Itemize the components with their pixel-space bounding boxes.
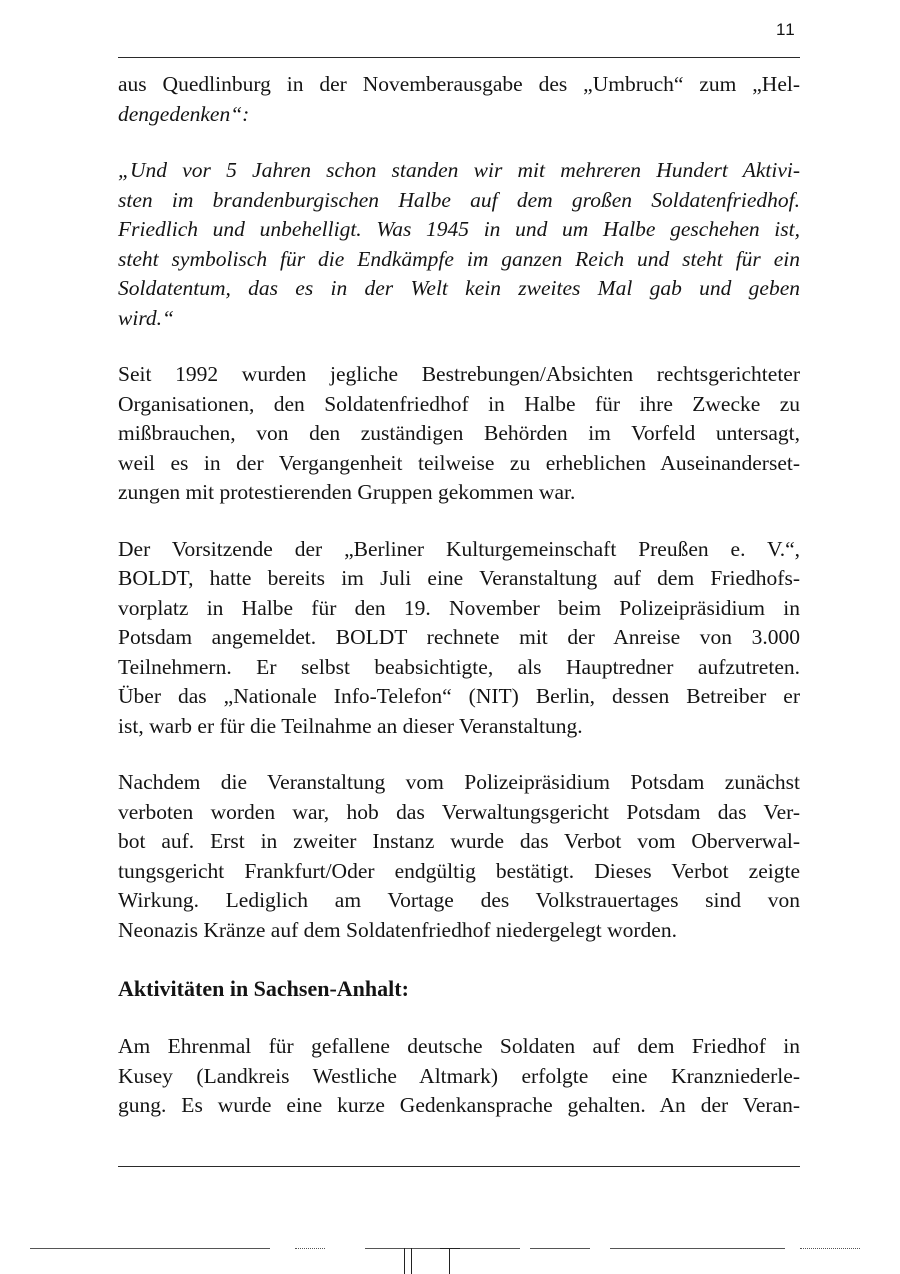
- top-rule: [118, 57, 800, 58]
- text-line: bot auf. Erst in zweiter Instanz wurde das Verbot vom Oberverwal-: [118, 829, 800, 853]
- text-line: Kusey (Landkreis Westliche Altmark) erfolgte eine Kranzniederle-: [118, 1063, 800, 1088]
- text-line: ist, warb er für die Teilnahme an dieser Veranstaltung.: [118, 713, 583, 738]
- scan-artifacts: [0, 1236, 900, 1274]
- text-line: Organisationen, den Soldatenfriedhof in Halbe für ihre Zwecke zu: [118, 391, 800, 416]
- text-line: dengedenken“:: [118, 101, 250, 126]
- text-line: sten im brandenburgischen Halbe auf dem großen Soldatenfriedhof.: [118, 187, 800, 212]
- text-line: Über das „Nationale Info-Telefon“ (NIT) Berlin, dessen Betreiber er: [118, 684, 800, 708]
- text-line: aus Quedlinburg in der Novemberausgabe des „Umbruch“ zum „Hel-: [118, 72, 800, 96]
- text-line: Der Vorsitzende der „Berliner Kulturgemeinschaft Preußen e. V.“,: [118, 536, 800, 561]
- quote-paragraph: [118, 156, 800, 333]
- page-content: [118, 70, 800, 1121]
- text-line: Seit 1992 wurden jegliche Bestrebungen/Absichten rechtsgerichteter: [118, 362, 800, 386]
- text-line: steht symbolisch für die Endkämpfe im ganzen Reich und steht für ein: [118, 246, 800, 271]
- scan-artifact-mark: [440, 1248, 460, 1274]
- paragraph-1992: [118, 360, 800, 508]
- scan-artifact-mark: [404, 1248, 412, 1274]
- text-line: „Und vor 5 Jahren schon standen wir mit mehreren Hundert Aktivi-: [118, 158, 800, 182]
- text-line: vorplatz in Halbe für den 19. November beim Polizeipräsidium in: [118, 595, 800, 620]
- scan-artifact-line: [295, 1248, 325, 1249]
- scan-artifact-line: [30, 1248, 270, 1249]
- text-line: Potsdam angemeldet. BOLDT rechnete mit der Anreise von 3.000: [118, 625, 800, 649]
- text-line: Soldatentum, das es in der Welt kein zweites Mal gab und geben: [118, 276, 800, 300]
- page-number: 11: [776, 20, 796, 39]
- text-line: mißbrauchen, von den zuständigen Behörden im Vorfeld untersagt,: [118, 421, 800, 445]
- text-line: gung. Es wurde eine kurze Gedenkansprache gehalten. An der Veran-: [118, 1093, 800, 1117]
- text-line: verboten worden war, hob das Verwaltungsgericht Potsdam das Ver-: [118, 799, 800, 824]
- paragraph-kusey: [118, 1032, 800, 1121]
- text-line: wird.“: [118, 305, 174, 330]
- text-line: Teilnehmern. Er selbst beabsichtigte, als Hauptredner aufzutreten.: [118, 654, 800, 679]
- bottom-rule: [118, 1166, 800, 1167]
- scan-artifact-line: [610, 1248, 785, 1249]
- text-line: Neonazis Kränze auf dem Soldatenfriedhof niedergelegt worden.: [118, 917, 677, 942]
- text-line: Am Ehrenmal für gefallene deutsche Soldaten auf dem Friedhof in: [118, 1034, 800, 1058]
- text-line: Nachdem die Veranstaltung vom Polizeipräsidium Potsdam zunächst: [118, 770, 800, 794]
- intro-paragraph: [118, 70, 800, 129]
- text-line: BOLDT, hatte bereits im Juli eine Veranstaltung auf dem Friedhofs-: [118, 566, 800, 590]
- text-line: Friedlich und unbehelligt. Was 1945 in und um Halbe geschehen ist,: [118, 217, 800, 241]
- text-line: weil es in der Vergangenheit teilweise zu erheblichen Auseinanderset-: [118, 450, 800, 475]
- text-line: Wirkung. Lediglich am Vortage des Volkstrauertages sind von: [118, 888, 800, 912]
- paragraph-boldt: [118, 535, 800, 742]
- scan-artifact-line: [530, 1248, 590, 1249]
- paragraph-verbot: [118, 768, 800, 945]
- text-line: tungsgericht Frankfurt/Oder endgültig bestätigt. Dieses Verbot zeigte: [118, 858, 800, 883]
- section-heading: Aktivitäten in Sachsen-Anhalt:: [118, 976, 409, 1001]
- text-line: zungen mit protestierenden Gruppen gekommen war.: [118, 480, 576, 504]
- scan-artifact-line: [800, 1248, 860, 1249]
